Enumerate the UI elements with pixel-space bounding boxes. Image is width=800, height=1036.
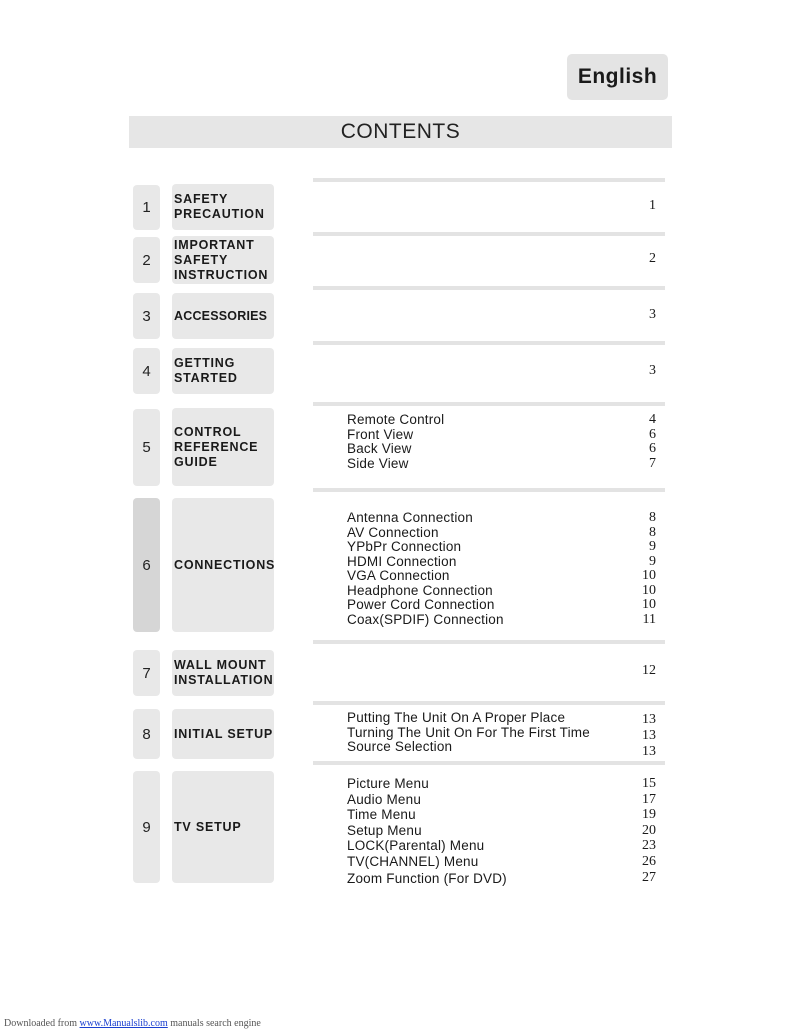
subsection-item: Side View xyxy=(347,455,409,471)
subsection-page: 6 xyxy=(649,441,656,456)
subsection-page: 15 xyxy=(642,776,656,791)
subsection-page: 27 xyxy=(642,869,656,885)
footer-prefix: Downloaded from xyxy=(4,1018,78,1029)
subsection-pages xyxy=(620,776,656,885)
section-number: 3 xyxy=(133,293,160,339)
subsection-page: 6 xyxy=(649,426,656,442)
subsection-pages xyxy=(620,712,656,760)
section-page: 2 xyxy=(649,251,656,266)
language-badge: English xyxy=(567,54,668,100)
subsection-item: Turning The Unit On For The First Time xyxy=(347,724,590,740)
subsection-pages xyxy=(620,413,656,471)
subsection-page: 20 xyxy=(642,822,656,838)
section-number: 2 xyxy=(133,237,160,283)
section-title: SAFETY PRECAUTION xyxy=(172,184,274,230)
subsection-item: Antenna Connection xyxy=(347,510,473,525)
download-footer xyxy=(4,1018,261,1029)
subsection-page: 8 xyxy=(649,524,656,540)
subsection-list xyxy=(347,511,607,627)
section-divider xyxy=(313,178,665,182)
subsection-item: HDMI Connection xyxy=(347,553,457,569)
section-title: WALL MOUNT INSTALLATION xyxy=(172,650,274,696)
section-page: 12 xyxy=(642,663,656,678)
subsection-item: AV Connection xyxy=(347,524,439,540)
subsection-page: 19 xyxy=(642,807,656,823)
subsection-list xyxy=(347,413,607,471)
section-divider xyxy=(313,402,665,406)
subsection-page: 17 xyxy=(642,791,656,807)
subsection-item: Source Selection xyxy=(347,739,453,754)
section-divider xyxy=(313,640,665,644)
subsection-item: Coax(SPDIF) Connection xyxy=(347,611,504,627)
subsection-item: Zoom Function (For DVD) xyxy=(347,870,507,886)
section-number: 9 xyxy=(133,771,160,883)
subsection-item: Picture Menu xyxy=(347,776,429,791)
manualslib-link[interactable]: www.Manualslib.com xyxy=(79,1018,168,1029)
subsection-list xyxy=(347,711,607,755)
subsection-item: LOCK(Parental) Menu xyxy=(347,838,485,854)
footer-suffix: manuals search engine xyxy=(170,1018,261,1029)
subsection-page: 23 xyxy=(642,838,656,854)
section-divider xyxy=(313,761,665,765)
subsection-item: VGA Connection xyxy=(347,568,450,583)
subsection-item: YPbPr Connection xyxy=(347,539,462,554)
subsection-item: Time Menu xyxy=(347,807,416,823)
section-number: 7 xyxy=(133,650,160,696)
subsection-page: 13 xyxy=(642,712,656,727)
section-number: 1 xyxy=(133,185,160,230)
subsection-item: Front View xyxy=(347,426,414,442)
subsection-item: Remote Control xyxy=(347,412,445,427)
section-number: 5 xyxy=(133,409,160,486)
section-divider xyxy=(313,341,665,345)
subsection-page: 8 xyxy=(649,510,656,525)
section-number: 6 xyxy=(133,498,160,632)
section-divider xyxy=(313,488,665,492)
subsection-page: 26 xyxy=(642,853,656,869)
subsection-item: Setup Menu xyxy=(347,822,422,838)
section-title: CONNECTIONS xyxy=(172,498,274,632)
subsection-page: 10 xyxy=(642,582,656,598)
subsection-item: TV(CHANNEL) Menu xyxy=(347,853,479,869)
section-title: GETTING STARTED xyxy=(172,348,274,394)
subsection-page: 11 xyxy=(642,611,656,627)
subsection-list xyxy=(347,776,607,886)
subsection-pages xyxy=(620,511,656,627)
section-divider xyxy=(313,232,665,236)
subsection-item: Audio Menu xyxy=(347,791,422,807)
section-page: 1 xyxy=(649,198,656,213)
subsection-page: 13 xyxy=(642,744,656,759)
subsection-page: 10 xyxy=(642,597,656,612)
section-divider xyxy=(313,701,665,705)
subsection-item: Back View xyxy=(347,441,412,456)
section-divider xyxy=(313,286,665,290)
subsection-page: 13 xyxy=(642,728,656,743)
section-title: TV SETUP xyxy=(172,771,274,883)
section-number: 4 xyxy=(133,348,160,394)
subsection-page: 4 xyxy=(649,412,656,427)
section-title: ACCESSORIES xyxy=(172,293,274,339)
section-page: 3 xyxy=(649,307,656,322)
section-number: 8 xyxy=(133,709,160,759)
subsection-page: 7 xyxy=(649,455,656,471)
subsection-item: Headphone Connection xyxy=(347,582,493,598)
section-title: IMPORTANT SAFETY INSTRUCTION xyxy=(172,236,274,284)
subsection-item: Power Cord Connection xyxy=(347,597,495,612)
subsection-item: Putting The Unit On A Proper Place xyxy=(347,710,566,725)
subsection-page: 10 xyxy=(642,568,656,583)
contents-heading: CONTENTS xyxy=(129,116,672,148)
section-page: 3 xyxy=(649,363,656,378)
section-title: CONTROL REFERENCE GUIDE xyxy=(172,408,274,486)
subsection-page: 9 xyxy=(649,553,656,569)
section-title: INITIAL SETUP xyxy=(172,709,274,759)
subsection-page: 9 xyxy=(649,539,656,554)
